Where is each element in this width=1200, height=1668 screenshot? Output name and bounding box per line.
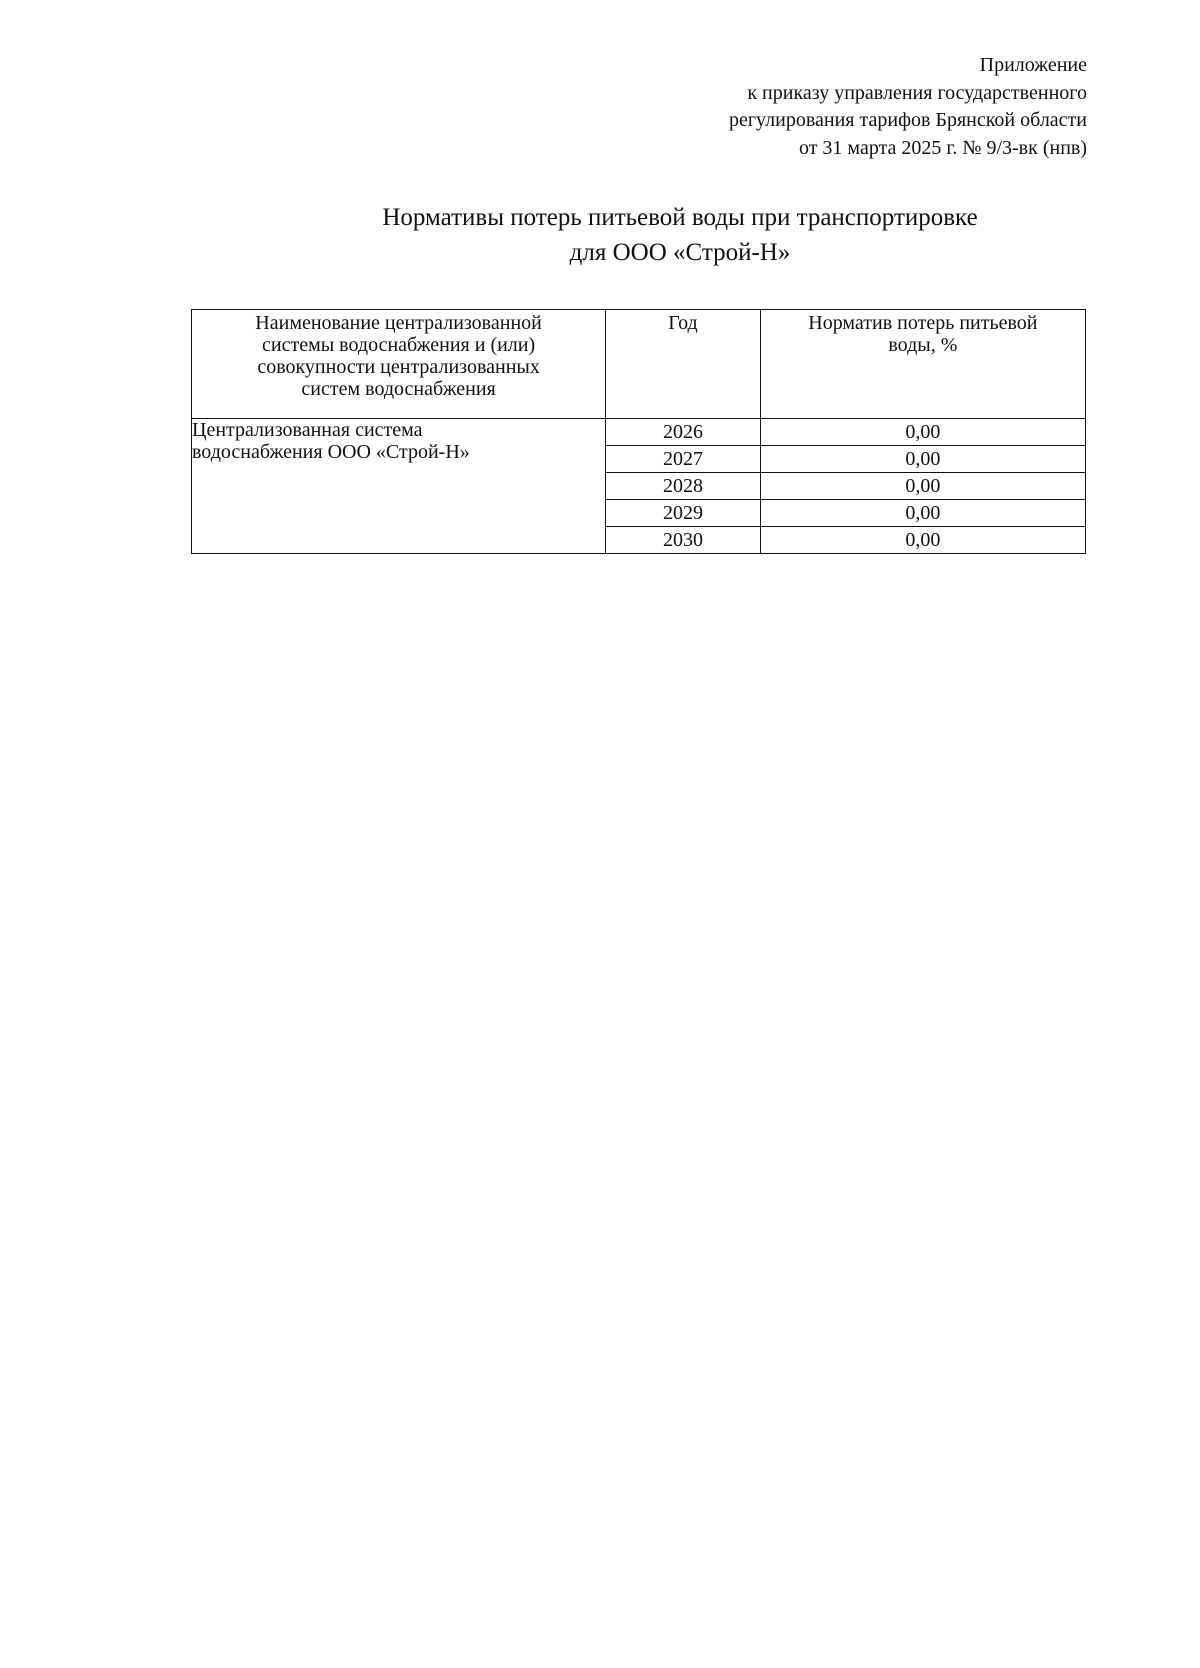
header-norm-line: воды, % xyxy=(888,334,958,356)
norm-value-cell: 0,00 xyxy=(760,500,1085,527)
norm-value-cell: 0,00 xyxy=(760,446,1085,473)
header-norm xyxy=(760,310,1085,419)
appendix-header xyxy=(729,52,1087,162)
norm-value-cell: 0,00 xyxy=(760,419,1085,446)
appendix-order-ref: к приказу управления государственного xyxy=(747,81,1087,104)
year-cell: 2030 xyxy=(606,527,761,554)
title-line-2: для ООО «Строй-Н» xyxy=(569,239,791,266)
header-system-name-line: совокупности централизованных xyxy=(257,356,540,378)
header-norm-line: Норматив потерь питьевой xyxy=(808,312,1038,334)
system-name-cell xyxy=(192,419,606,554)
title-line-1: Нормативы потерь питьевой воды при транспортировке xyxy=(382,204,978,231)
header-system-name-line: системы водоснабжения и (или) xyxy=(262,334,536,356)
year-cell: 2026 xyxy=(606,419,761,446)
table-row xyxy=(192,419,1086,446)
header-system-name-line: Наименование централизованной xyxy=(255,312,542,334)
appendix-date-number: от 31 марта 2025 г. № 9/3-вк (нпв) xyxy=(798,136,1087,159)
header-system-name xyxy=(192,310,606,419)
year-cell: 2028 xyxy=(606,473,761,500)
header-year: Год xyxy=(606,310,761,419)
water-loss-norms-table xyxy=(191,309,1086,554)
appendix-authority: регулирования тарифов Брянской области xyxy=(728,109,1087,131)
header-system-name-line: систем водоснабжения xyxy=(301,378,496,400)
norm-value-cell: 0,00 xyxy=(760,527,1085,554)
norm-value-cell: 0,00 xyxy=(760,473,1085,500)
system-name-line: Централизованная система xyxy=(192,419,423,441)
year-cell: 2029 xyxy=(606,500,761,527)
table-header-row xyxy=(192,310,1086,419)
document-title xyxy=(260,200,1100,270)
appendix-label: Приложение xyxy=(979,54,1087,76)
year-cell: 2027 xyxy=(606,446,761,473)
system-name-line: водоснабжения ООО «Строй-Н» xyxy=(192,441,470,463)
